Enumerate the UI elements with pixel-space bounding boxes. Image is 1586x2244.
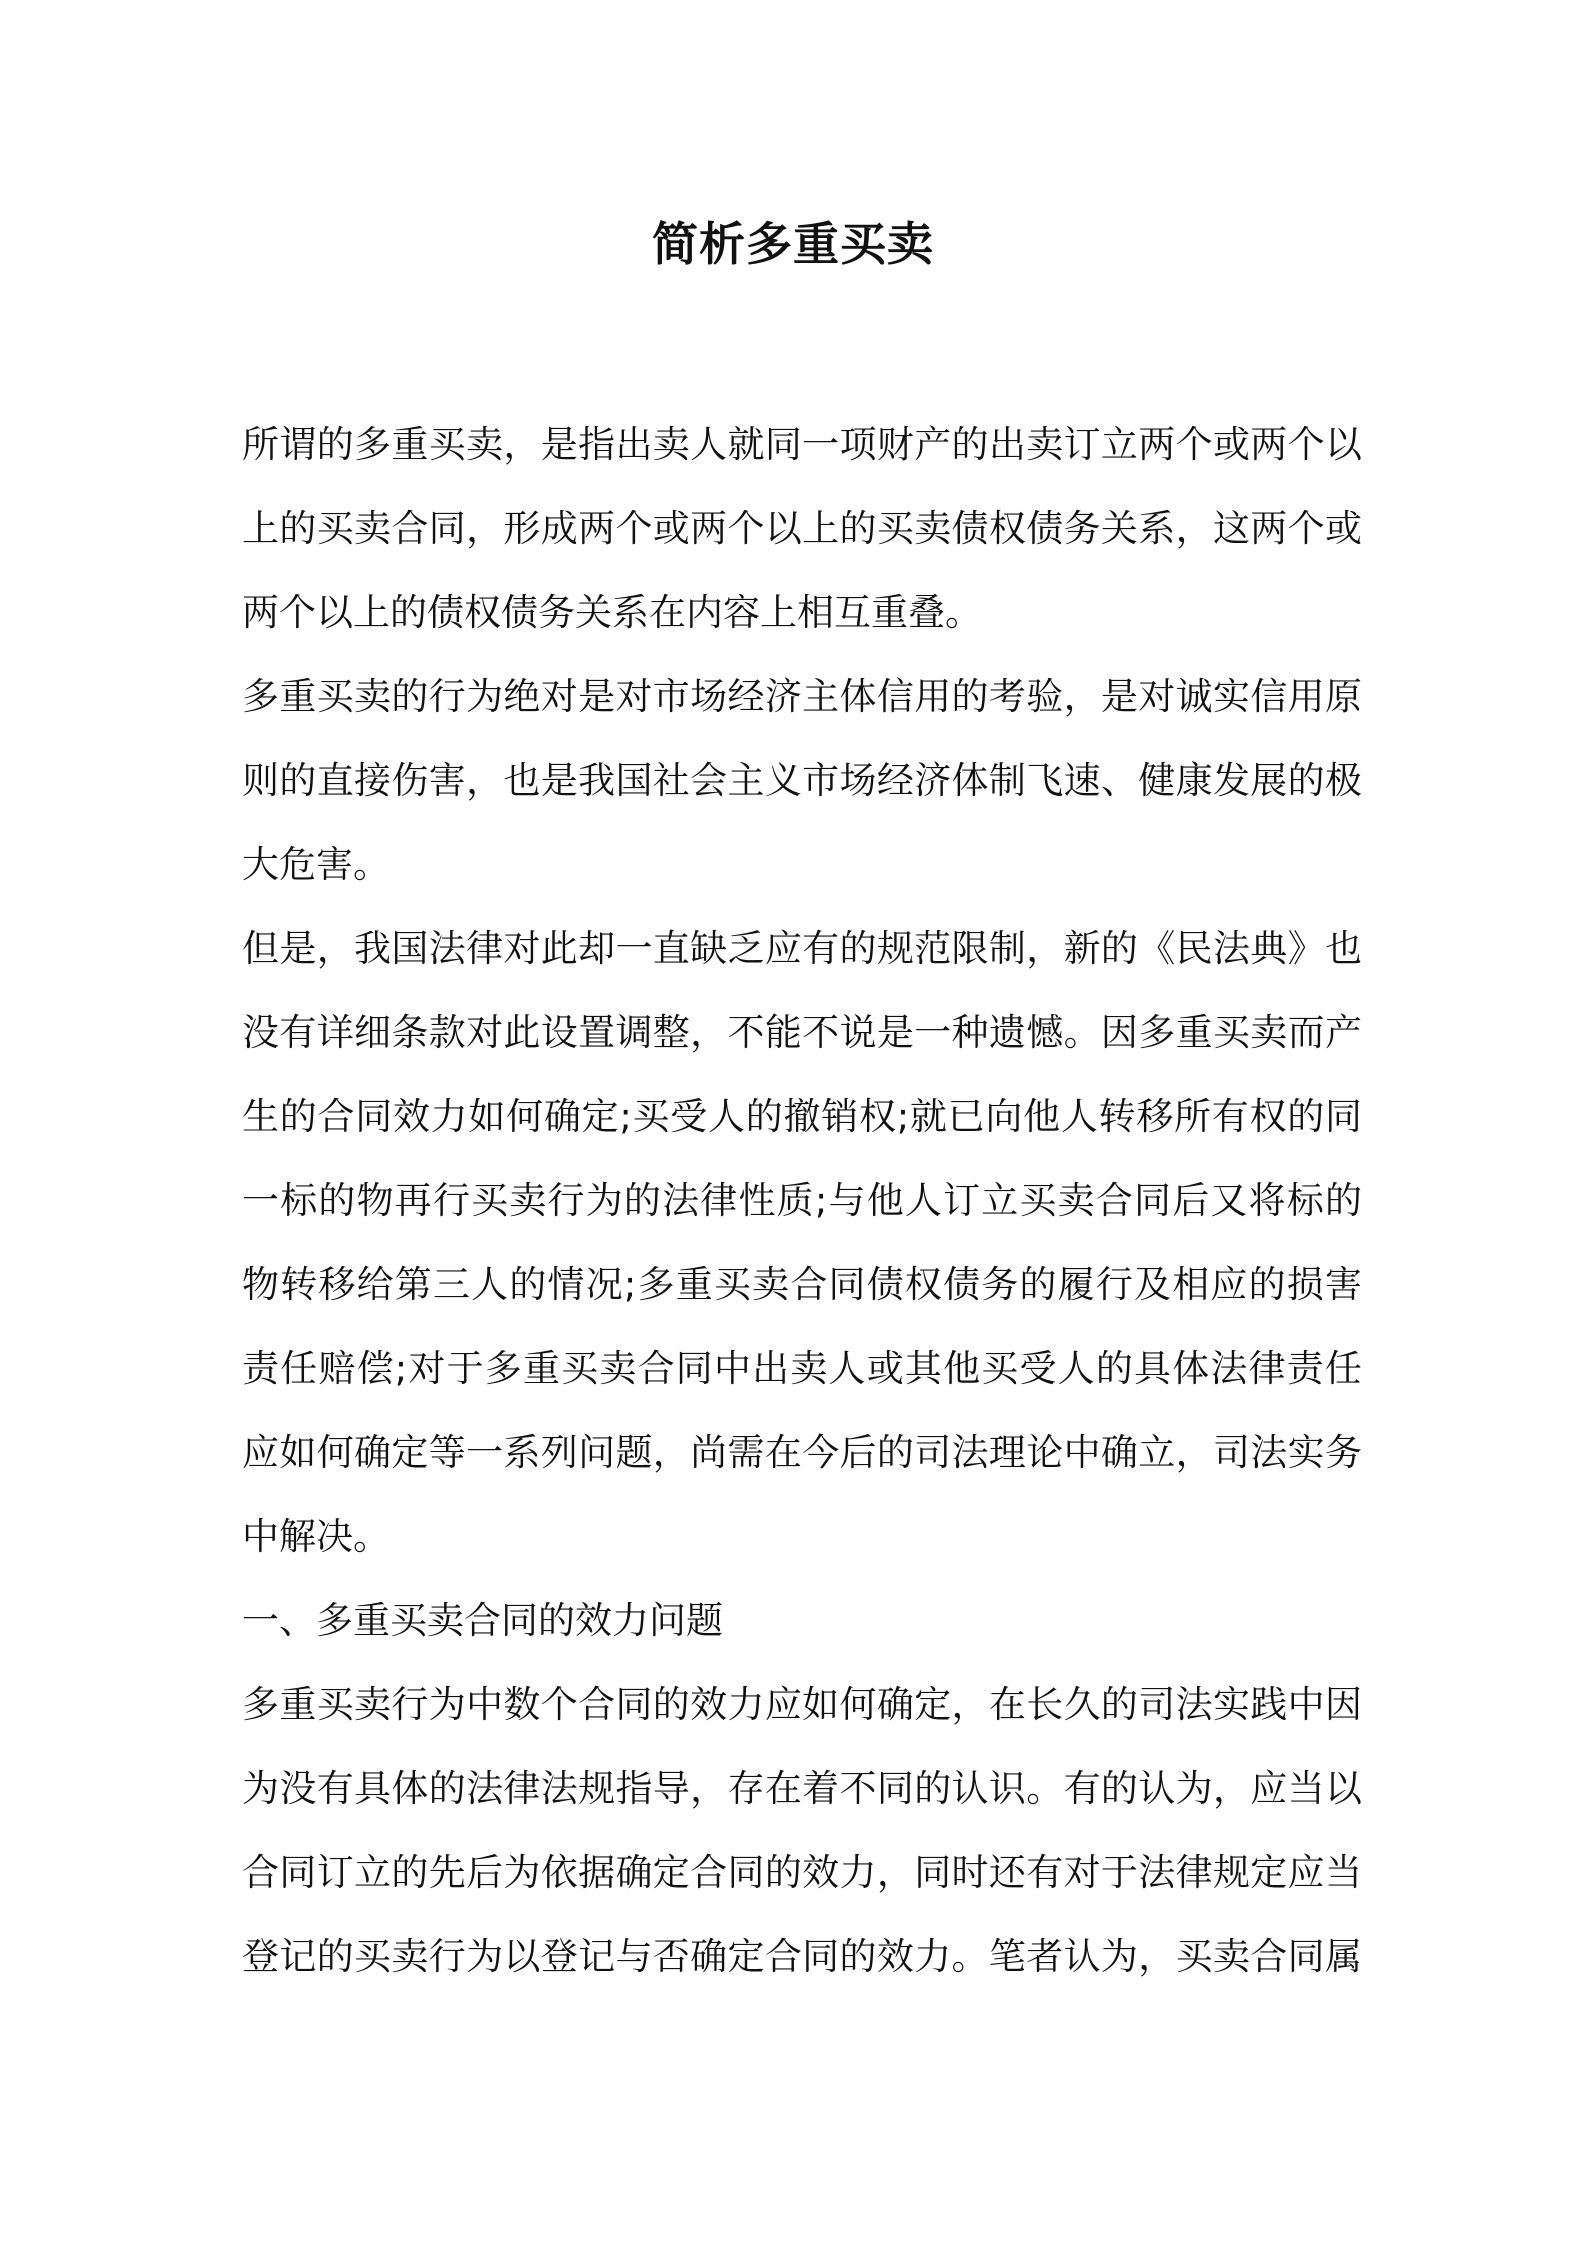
text-line: 所谓的多重买卖，是指出卖人就同一项财产的出卖订立两个或两个以: [242, 423, 1362, 466]
document-title: 简析多重买卖: [652, 217, 934, 271]
section-heading: 一、多重买卖合同的效力问题: [242, 1599, 723, 1642]
text-line: 生的合同效力如何确定;买受人的撤销权;就已向他人转移所有权的同: [242, 1095, 1362, 1138]
text-line: 一标的物再行买卖行为的法律性质;与他人订立买卖合同后又将标的: [242, 1179, 1362, 1222]
text-line: 则的直接伤害，也是我国社会主义市场经济体制飞速、健康发展的极: [242, 759, 1362, 802]
text-line: 合同订立的先后为依据确定合同的效力，同时还有对于法律规定应当: [242, 1851, 1362, 1894]
text-line: 没有详细条款对此设置调整，不能不说是一种遗憾。因多重买卖而产: [242, 1011, 1362, 1054]
text-line: 两个以上的债权债务关系在内容上相互重叠。: [242, 591, 982, 634]
text-line: 应如何确定等一系列问题，尚需在今后的司法理论中确立，司法实务: [242, 1431, 1362, 1474]
text-line: 为没有具体的法律法规指导，存在着不同的认识。有的认为，应当以: [242, 1767, 1362, 1810]
text-line: 上的买卖合同，形成两个或两个以上的买卖债权债务关系，这两个或: [242, 507, 1362, 550]
text-line: 大危害。: [242, 843, 390, 886]
text-line: 但是，我国法律对此却一直缺乏应有的规范限制，新的《民法典》也: [242, 927, 1362, 970]
document-body: [242, 403, 1362, 1999]
text-line: 责任赔偿;对于多重买卖合同中出卖人或其他买受人的具体法律责任: [242, 1347, 1362, 1390]
text-line: 多重买卖的行为绝对是对市场经济主体信用的考验，是对诚实信用原: [242, 675, 1362, 718]
text-line: 物转移给第三人的情况;多重买卖合同债权债务的履行及相应的损害: [242, 1263, 1362, 1306]
text-line: 登记的买卖行为以登记与否确定合同的效力。笔者认为，买卖合同属: [242, 1935, 1362, 1978]
text-line: 中解决。: [242, 1515, 390, 1558]
text-line: 多重买卖行为中数个合同的效力应如何确定，在长久的司法实践中因: [242, 1683, 1362, 1726]
